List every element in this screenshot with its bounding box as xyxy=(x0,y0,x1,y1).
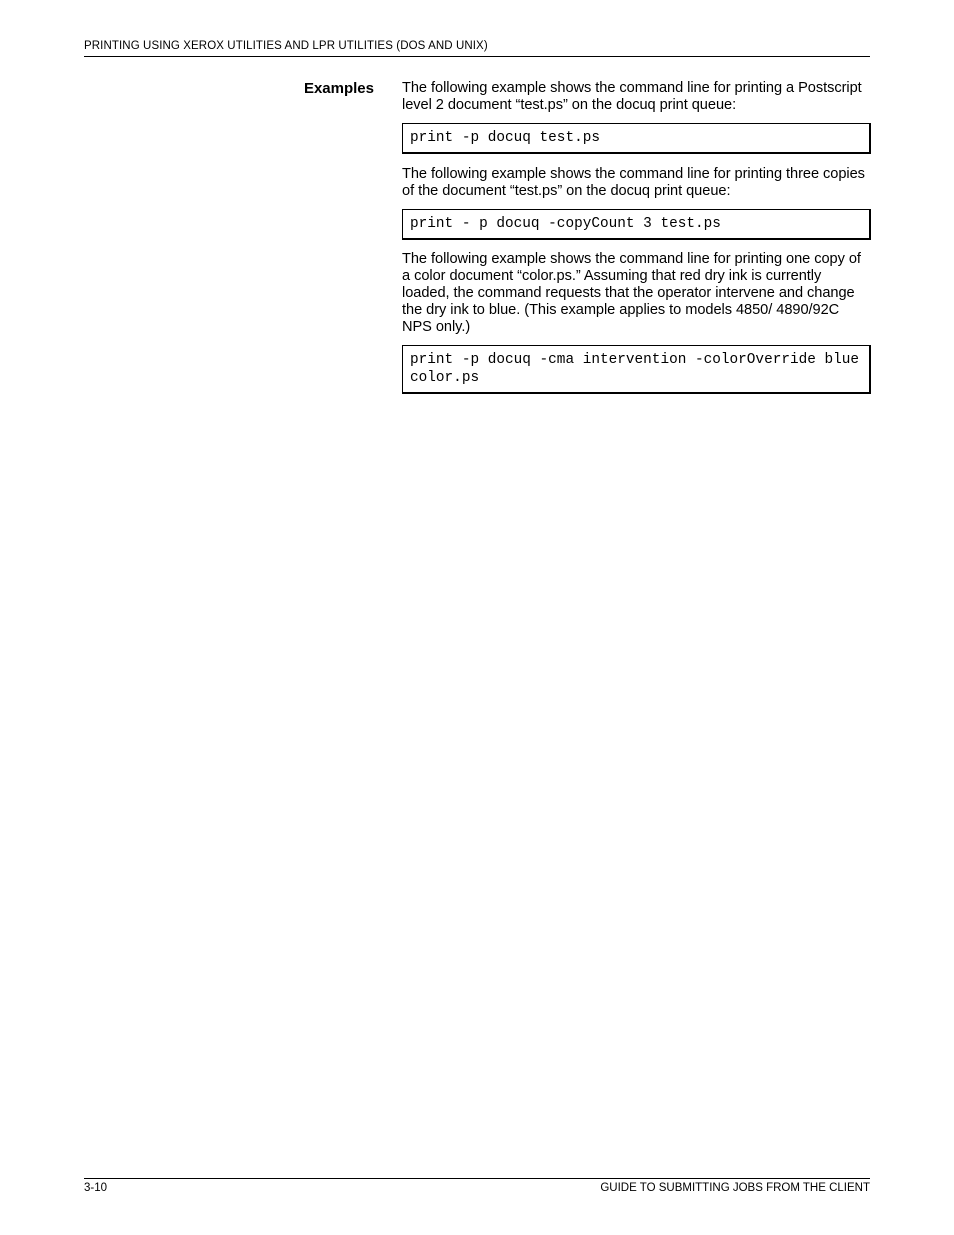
command-line-example-2: print - p docuq -copyCount 3 test.ps xyxy=(402,209,871,240)
footer-divider xyxy=(84,1178,870,1179)
paragraph-example-1: The following example shows the command line for printing a Postscript level 2 document “test.ps” on the docuq print queue: xyxy=(402,80,862,113)
header-divider xyxy=(84,56,870,57)
page-number: 3-10 xyxy=(84,1182,108,1194)
paragraph-example-3: The following example shows the command line for printing one copy of a color document “color.ps.” Assuming that red dry ink is currently loaded, the command requests that the operator intervene and change the dry ink to blue. (This example applies to models 4850/ 4890/92C NPS only.) xyxy=(402,251,861,335)
footer-guide-title: GUIDE TO SUBMITTING JOBS FROM THE CLIENT xyxy=(600,1182,870,1194)
command-line-example-3: print -p docuq -cma intervention -colorOverride blue color.ps xyxy=(402,345,871,394)
section-body xyxy=(402,80,872,394)
paragraph-example-2: The following example shows the command line for printing three copies of the document “test.ps” on the docuq print queue: xyxy=(402,166,865,199)
section-heading: Examples xyxy=(303,80,374,97)
command-line-example-1: print -p docuq test.ps xyxy=(402,123,871,154)
running-header: PRINTING USING XEROX UTILITIES AND LPR UTILITIES (DOS AND UNIX) xyxy=(84,40,488,52)
